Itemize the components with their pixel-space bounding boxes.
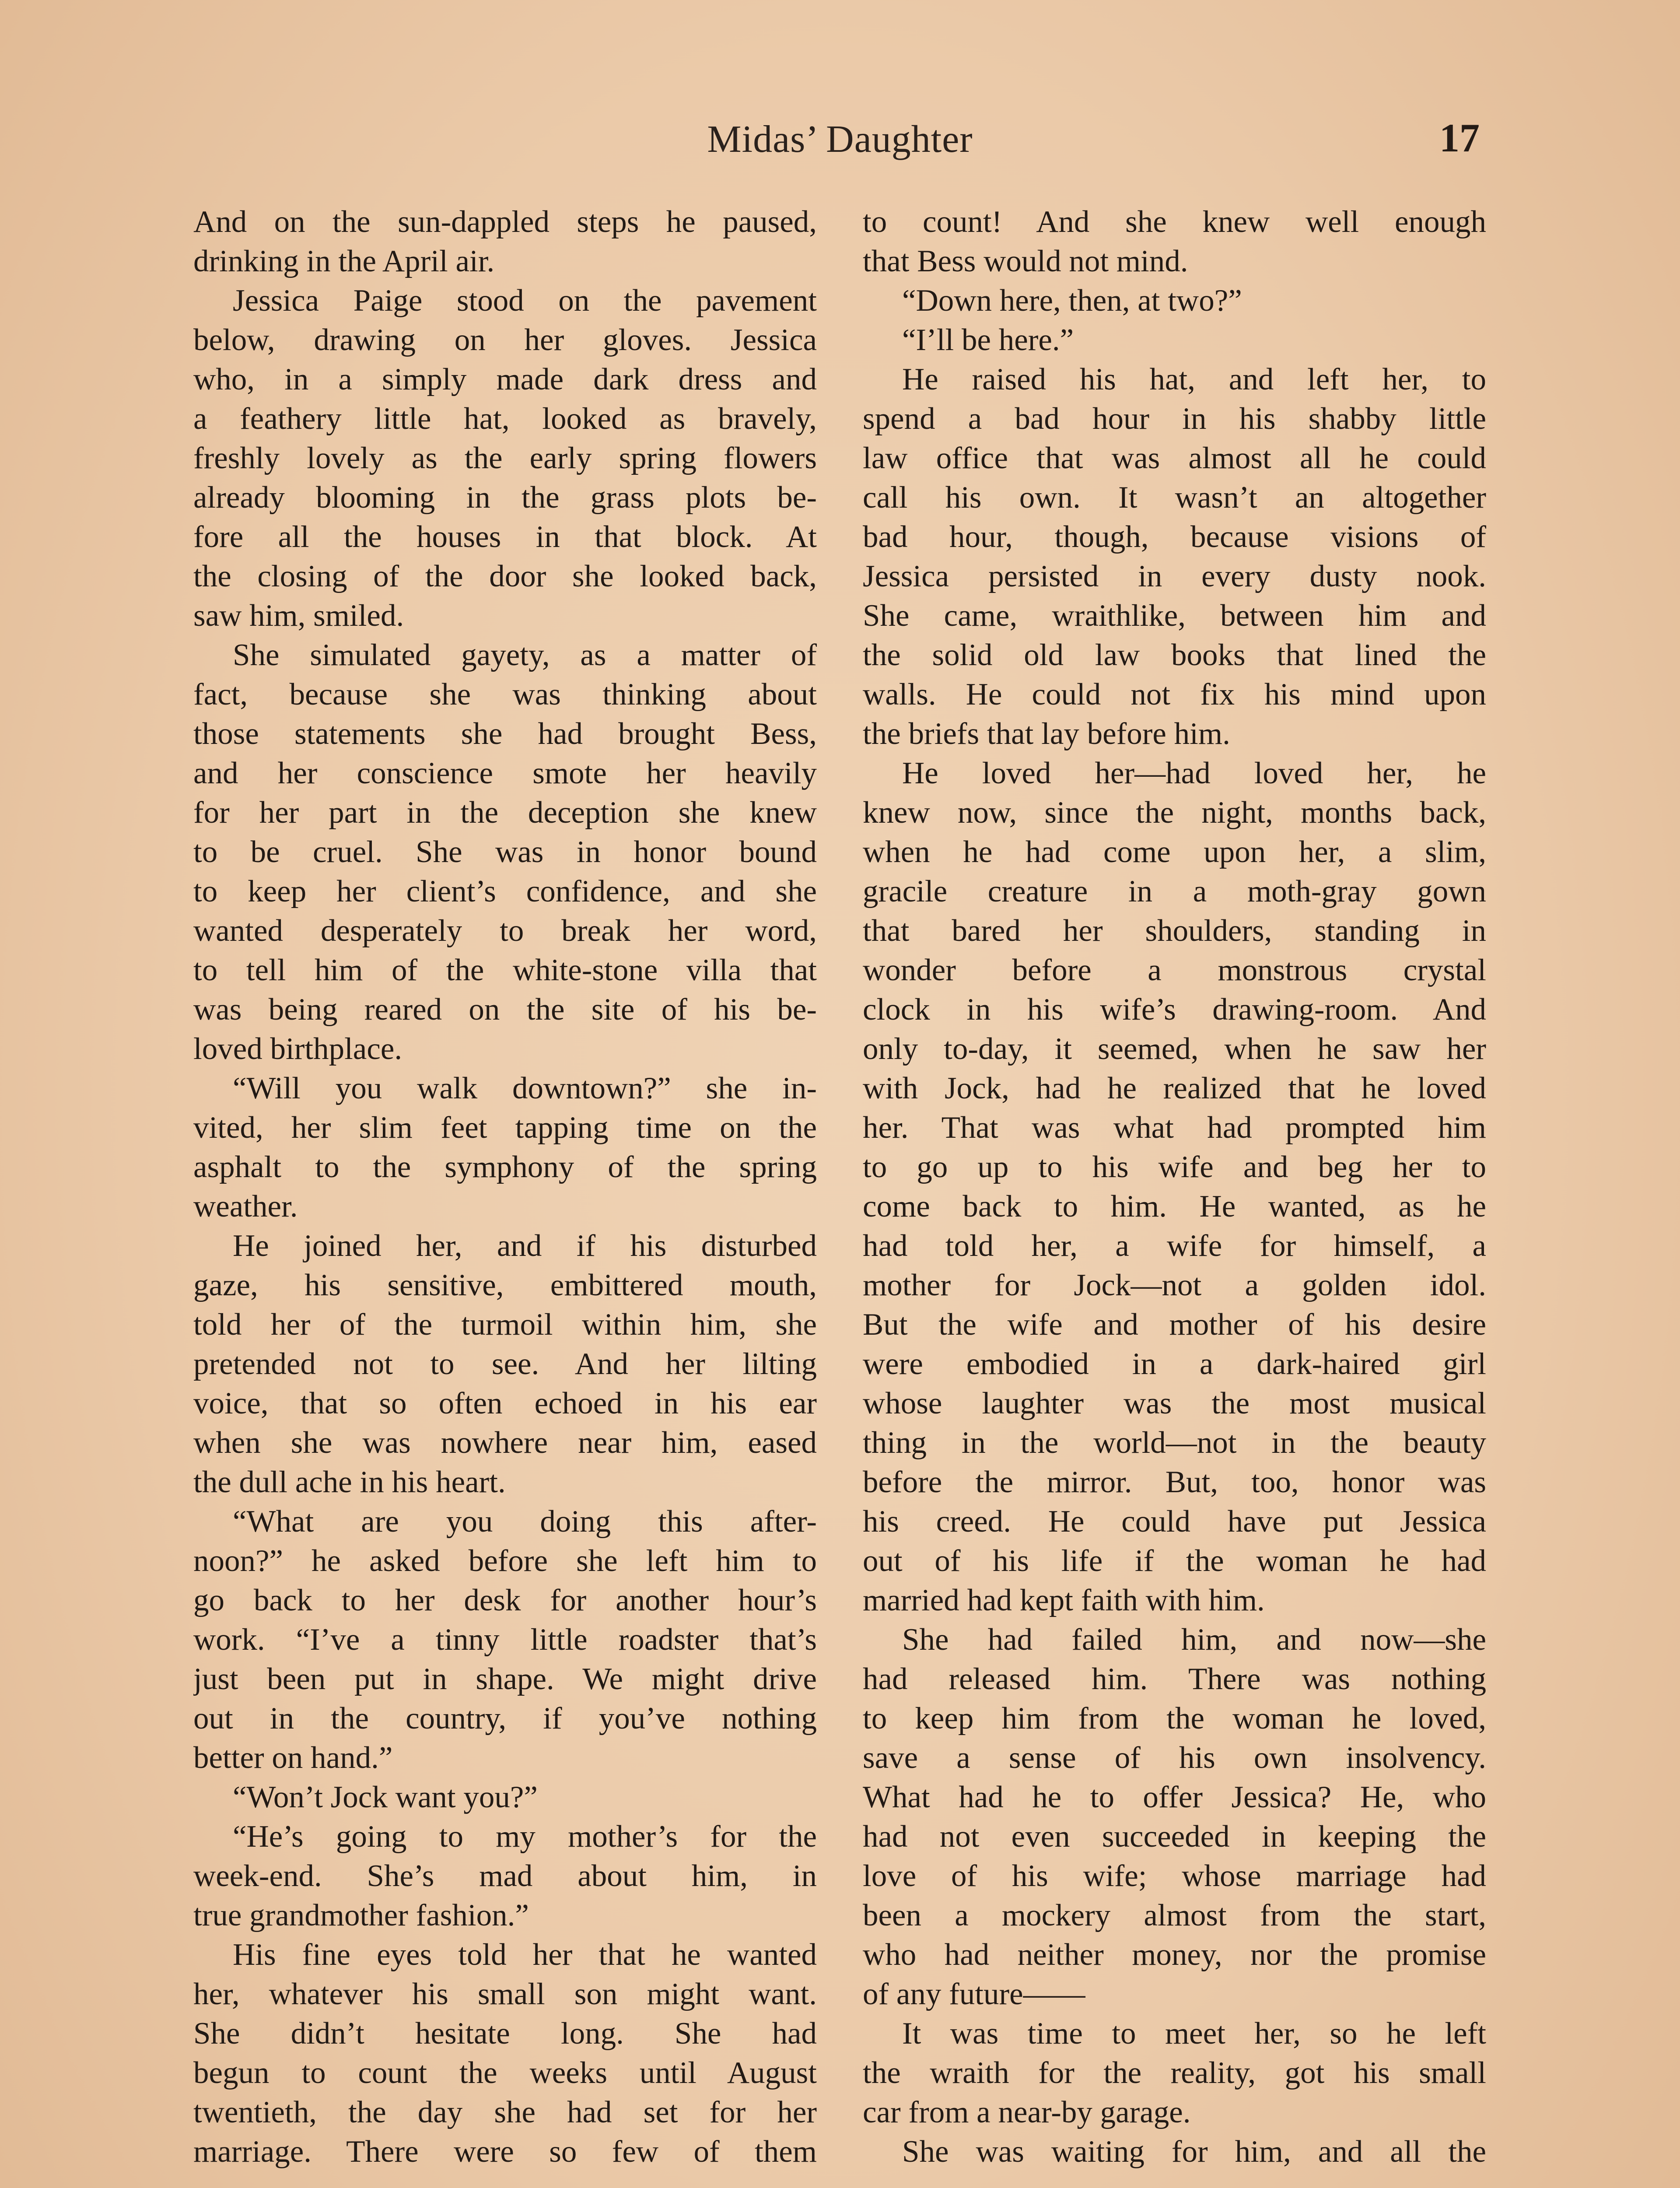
text-line: of any future—— bbox=[863, 1977, 1085, 2011]
running-header-title: Midas’ Daughter bbox=[707, 118, 973, 161]
text-line: mother for Jock—not a golden idol. bbox=[863, 1268, 1486, 1302]
text-line: He loved her—had loved her, he bbox=[902, 756, 1486, 790]
text-line: only to-day, it seemed, when he saw her bbox=[863, 1032, 1486, 1066]
text-line: week-end. She’s mad about him, in bbox=[193, 1859, 817, 1893]
text-line: his creed. He could have put Jessica bbox=[863, 1504, 1486, 1539]
text-line: to go up to his wife and beg her to bbox=[863, 1150, 1486, 1184]
text-line: her, whatever his small son might want. bbox=[193, 1977, 817, 2011]
text-line: the closing of the door she looked back, bbox=[193, 559, 817, 593]
text-line: gracile creature in a moth-gray gown bbox=[863, 874, 1486, 908]
text-line: “What are you doing this after- bbox=[233, 1504, 817, 1539]
text-line: to keep her client’s confidence, and she bbox=[193, 874, 817, 908]
page-number: 17 bbox=[1439, 116, 1480, 160]
text-line: She came, wraithlike, between him and bbox=[863, 599, 1486, 633]
text-line: She had failed him, and now—she bbox=[902, 1623, 1486, 1657]
text-line: “Down here, then, at two?” bbox=[902, 284, 1242, 318]
text-line: had released him. There was nothing bbox=[863, 1662, 1486, 1696]
text-line: She didn’t hesitate long. She had bbox=[193, 2016, 817, 2051]
text-line: She simulated gayety, as a matter of bbox=[233, 638, 817, 672]
text-line: Jessica Paige stood on the pavement bbox=[233, 284, 817, 318]
text-line: whose laughter was the most musical bbox=[863, 1386, 1486, 1420]
text-line: the briefs that lay before him. bbox=[863, 717, 1230, 751]
text-line: bad hour, though, because visions of bbox=[863, 520, 1486, 554]
text-line: Jessica persisted in every dusty nook. bbox=[863, 559, 1486, 593]
text-line: were embodied in a dark-haired girl bbox=[863, 1347, 1486, 1381]
text-line: saw him, smiled. bbox=[193, 599, 404, 633]
text-line: “He’s going to my mother’s for the bbox=[233, 1820, 817, 1854]
text-line: a feathery little hat, looked as bravely, bbox=[193, 402, 817, 436]
text-line: to count! And she knew well enough bbox=[863, 205, 1486, 239]
text-line: love of his wife; whose marriage had bbox=[863, 1859, 1486, 1893]
text-line: that bared her shoulders, standing in bbox=[863, 914, 1486, 948]
text-line: better on hand.” bbox=[193, 1741, 393, 1775]
text-line: “Won’t Jock want you?” bbox=[233, 1780, 538, 1814]
text-line: told her of the turmoil within him, she bbox=[193, 1308, 817, 1342]
text-line: What had he to offer Jessica? He, who bbox=[863, 1780, 1486, 1814]
text-line: the solid old law books that lined the bbox=[863, 638, 1486, 672]
text-line: He joined her, and if his disturbed bbox=[233, 1229, 817, 1263]
text-line: the dull ache in his heart. bbox=[193, 1465, 506, 1499]
text-line: below, drawing on her gloves. Jessica bbox=[193, 323, 817, 357]
text-line: And on the sun-dappled steps he paused, bbox=[193, 205, 817, 239]
text-line: married had kept faith with him. bbox=[863, 1583, 1265, 1617]
text-line: loved birthplace. bbox=[193, 1032, 402, 1066]
text-line: go back to her desk for another hour’s bbox=[193, 1583, 817, 1617]
text-line: the wraith for the reality, got his small bbox=[863, 2056, 1486, 2090]
text-line: wanted desperately to break her word, bbox=[193, 914, 817, 948]
text-line: weather. bbox=[193, 1189, 298, 1224]
text-line: spend a bad hour in his shabby little bbox=[863, 402, 1486, 436]
text-line: knew now, since the night, months back, bbox=[863, 796, 1486, 830]
text-line: just been put in shape. We might drive bbox=[193, 1662, 817, 1696]
text-line: But the wife and mother of his desire bbox=[863, 1308, 1486, 1342]
text-line: to tell him of the white-stone villa that bbox=[193, 953, 817, 987]
text-line: wonder before a monstrous crystal bbox=[863, 953, 1486, 987]
text-line: call his own. It wasn’t an altogether bbox=[863, 480, 1486, 515]
text-line: come back to him. He wanted, as he bbox=[863, 1189, 1486, 1224]
text-line: He raised his hat, and left her, to bbox=[902, 362, 1486, 396]
text-line: “I’ll be here.” bbox=[902, 323, 1074, 357]
text-line: fact, because she was thinking about bbox=[193, 677, 817, 712]
text-line: had told her, a wife for himself, a bbox=[863, 1229, 1486, 1263]
text-line: save a sense of his own insolvency. bbox=[863, 1741, 1486, 1775]
text-line: It was time to meet her, so he left bbox=[902, 2016, 1486, 2051]
right-text-column bbox=[863, 202, 1486, 2171]
text-line: her. That was what had prompted him bbox=[863, 1111, 1486, 1145]
text-line: walls. He could not fix his mind upon bbox=[863, 677, 1486, 712]
text-line: with Jock, had he realized that he loved bbox=[863, 1071, 1486, 1105]
text-line: had not even succeeded in keeping the bbox=[863, 1820, 1486, 1854]
text-line: who, in a simply made dark dress and bbox=[193, 362, 817, 396]
text-line: out of his life if the woman he had bbox=[863, 1544, 1486, 1578]
text-line: and her conscience smote her heavily bbox=[193, 756, 817, 790]
text-line: His fine eyes told her that he wanted bbox=[233, 1938, 817, 1972]
text-line: when she was nowhere near him, eased bbox=[193, 1426, 817, 1460]
text-line: drinking in the April air. bbox=[193, 244, 495, 278]
text-line: to keep him from the woman he loved, bbox=[863, 1701, 1486, 1736]
text-line: was being reared on the site of his be- bbox=[193, 992, 817, 1027]
text-line: pretended not to see. And her lilting bbox=[193, 1347, 817, 1381]
text-line: clock in his wife’s drawing-room. And bbox=[863, 992, 1486, 1027]
text-line: for her part in the deception she knew bbox=[193, 796, 817, 830]
text-line: begun to count the weeks until August bbox=[193, 2056, 817, 2090]
text-line: already blooming in the grass plots be- bbox=[193, 480, 817, 515]
text-line: gaze, his sensitive, embittered mouth, bbox=[193, 1268, 817, 1302]
text-line: fore all the houses in that block. At bbox=[193, 520, 817, 554]
text-line: before the mirror. But, too, honor was bbox=[863, 1465, 1486, 1499]
text-line: true grandmother fashion.” bbox=[193, 1898, 529, 1932]
text-line: noon?” he asked before she left him to bbox=[193, 1544, 817, 1578]
text-line: when he had come upon her, a slim, bbox=[863, 835, 1486, 869]
text-line: to be cruel. She was in honor bound bbox=[193, 835, 817, 869]
text-line: thing in the world—not in the beauty bbox=[863, 1426, 1486, 1460]
text-line: law office that was almost all he could bbox=[863, 441, 1486, 475]
left-text-column bbox=[193, 202, 817, 2171]
text-line: twentieth, the day she had set for her bbox=[193, 2095, 817, 2129]
text-line: “Will you walk downtown?” she in- bbox=[233, 1071, 817, 1105]
text-line: work. “I’ve a tinny little roadster that’s bbox=[193, 1623, 817, 1657]
text-line: marriage. There were so few of them bbox=[193, 2135, 817, 2169]
text-line: freshly lovely as the early spring flowers bbox=[193, 441, 817, 475]
text-line: She was waiting for him, and all the bbox=[902, 2135, 1486, 2169]
text-line: voice, that so often echoed in his ear bbox=[193, 1386, 817, 1420]
text-line: been a mockery almost from the start, bbox=[863, 1898, 1486, 1932]
text-line: those statements she had brought Bess, bbox=[193, 717, 817, 751]
text-line: asphalt to the symphony of the spring bbox=[193, 1150, 817, 1184]
text-line: car from a near-by garage. bbox=[863, 2095, 1191, 2129]
text-line: that Bess would not mind. bbox=[863, 244, 1188, 278]
text-line: out in the country, if you’ve nothing bbox=[193, 1701, 817, 1736]
text-line: vited, her slim feet tapping time on the bbox=[193, 1111, 817, 1145]
text-line: who had neither money, nor the promise bbox=[863, 1938, 1486, 1972]
